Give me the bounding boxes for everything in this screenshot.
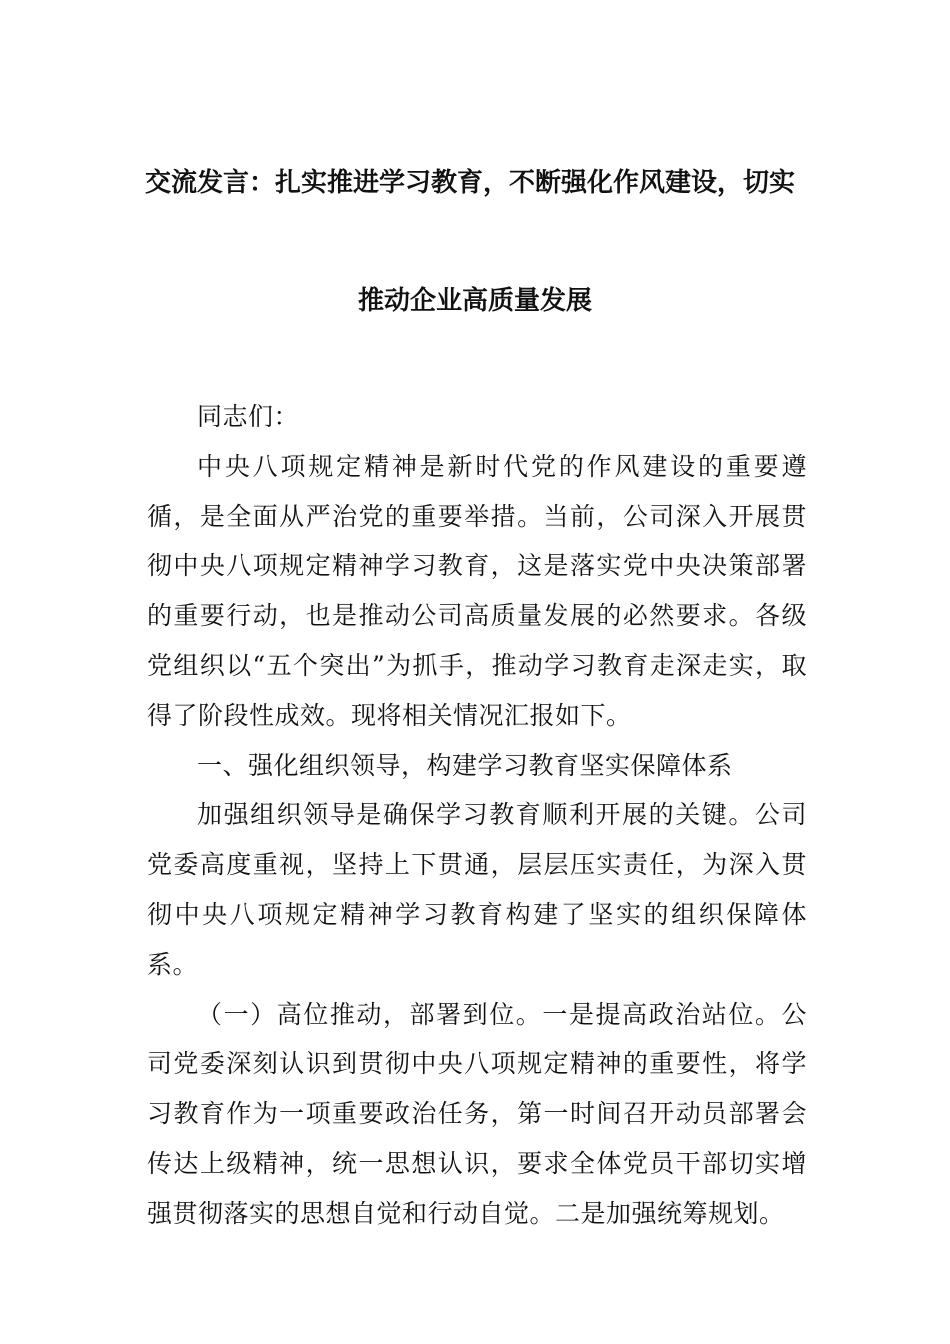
section-heading: 一、强化组织领导，构建学习教育坚实保障体系: [197, 750, 733, 780]
body-paragraph: （一）高位推动，部署到位。一是提高政治站位。公司党委深刻认识到贯彻中央八项规定精神的重要性，将学习教育作为一项重要政治任务，第一时间召开动员部署会传达上级精神，统一思想认识，要求全体党员干部切实增强贯彻落实的思想自觉和行动自觉。二是加强统筹规划。: [147, 999, 807, 1228]
document-title-line-1: 交流发言：扎实推进学习教育，不断强化作风建设，切实: [144, 168, 795, 198]
body-paragraph: 中央八项规定精神是新时代党的作风建设的重要遵循，是全面从严治党的重要举措。当前，公司深入开展贯彻中央八项规定精神学习教育，这是落实党中央决策部署的重要行动，也是推动公司高质量发展的必然要求。各级党组织以“五个突出”为抓手，推动学习教育走深走实，取得了阶段性成效。现将相关情况汇报如下。: [147, 451, 807, 730]
salutation: 同志们：: [197, 402, 300, 431]
document-title-line-2: 推动企业高质量发展: [357, 286, 592, 316]
body-paragraph: 加强组织领导是确保学习教育顺利开展的关键。公司党委高度重视，坚持上下贯通，层层压实责任，为深入贯彻中央八项规定精神学习教育构建了坚实的组织保障体系。: [147, 800, 807, 979]
document-body: [147, 392, 807, 1239]
